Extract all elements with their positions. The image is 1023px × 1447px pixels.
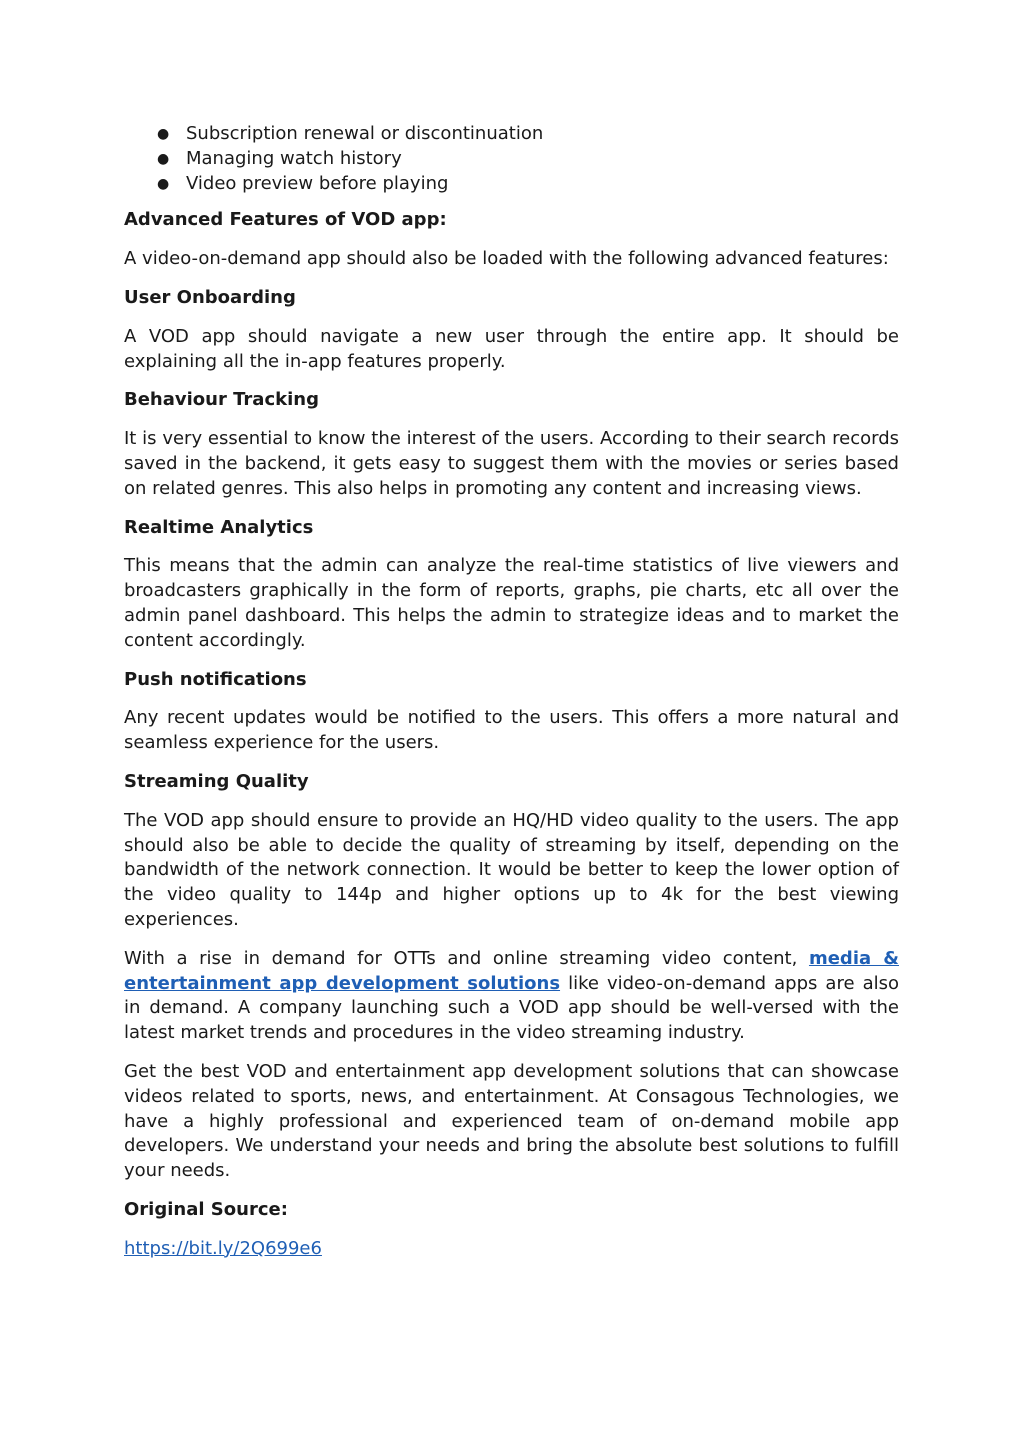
feature-bullet-list <box>124 122 899 196</box>
advanced-features-heading: Advanced Features of VOD app: <box>124 209 447 231</box>
push-notifications-body: Any recent updates would be notified to the users. This offers a more natural and seamless experience for the users. <box>124 707 899 754</box>
streaming-quality-body: The VOD app should ensure to provide an HQ/HD video quality to the users. The app should also be able to decide the quality of streaming by itself, depending on the bandwidth of the network connection. It would be better to keep the lower option of the video quality to 144p and higher options up to 4k for the best viewing experiences. <box>124 809 899 930</box>
list-item <box>124 147 899 172</box>
closing-text-before-link: With a rise in demand for OTTs and online streaming video content, <box>124 947 809 969</box>
user-onboarding-body: A VOD app should navigate a new user through the entire app. It should be explaining all the in-app features properly. <box>124 325 899 372</box>
behaviour-tracking-heading: Behaviour Tracking <box>124 389 319 411</box>
streaming-quality-heading: Streaming Quality <box>124 770 309 792</box>
realtime-analytics-body: This means that the admin can analyze the real-time statistics of live viewers and broadcasters graphically in the form of reports, graphs, pie charts, etc all over the admin panel dashboard. This helps the admin to strategize ideas and to market the content accordingly. <box>124 555 899 651</box>
original-source-paragraph <box>124 1237 899 1262</box>
bullet-icon: ● <box>157 126 170 142</box>
push-notifications-heading: Push notifications <box>124 668 307 690</box>
list-item-text: Managing watch history <box>186 147 402 169</box>
list-item <box>124 172 899 197</box>
media-entertainment-solutions-link[interactable]: media & entertainment app development solutions <box>124 947 899 994</box>
list-item-text: Subscription renewal or discontinuation <box>186 123 544 144</box>
closing-paragraph-1 <box>124 947 899 1046</box>
user-onboarding-heading: User Onboarding <box>124 286 296 308</box>
bullet-icon: ● <box>157 175 170 192</box>
original-source-heading: Original Source: <box>124 1198 288 1220</box>
bullet-icon: ● <box>157 150 170 167</box>
list-item <box>124 122 899 147</box>
closing-text-after-link: like video-on-demand apps are also in demand. A company launching such a VOD app should be well-versed with the latest market trends and procedures in the video streaming industry. <box>124 972 899 1044</box>
list-item-text: Video preview before playing <box>186 172 449 194</box>
realtime-analytics-heading: Realtime Analytics <box>124 516 314 538</box>
behaviour-tracking-body: It is very essential to know the interest of the users. According to their search records saved in the backend, it gets easy to suggest them with the movies or series based on related genres. This also helps in promoting any content and increasing views. <box>124 428 899 499</box>
document-page <box>124 122 899 1275</box>
advanced-features-intro: A video-on-demand app should also be loaded with the following advanced features: <box>124 248 889 270</box>
original-source-link[interactable]: https://bit.ly/2Q699e6 <box>124 1237 322 1259</box>
closing-paragraph-2: Get the best VOD and entertainment app development solutions that can showcase videos related to sports, news, and entertainment. At Consagous Technologies, we have a highly professional and experienced team of on-demand mobile app developers. We understand your needs and bring the absolute best solutions to fulfill your needs. <box>124 1060 899 1182</box>
